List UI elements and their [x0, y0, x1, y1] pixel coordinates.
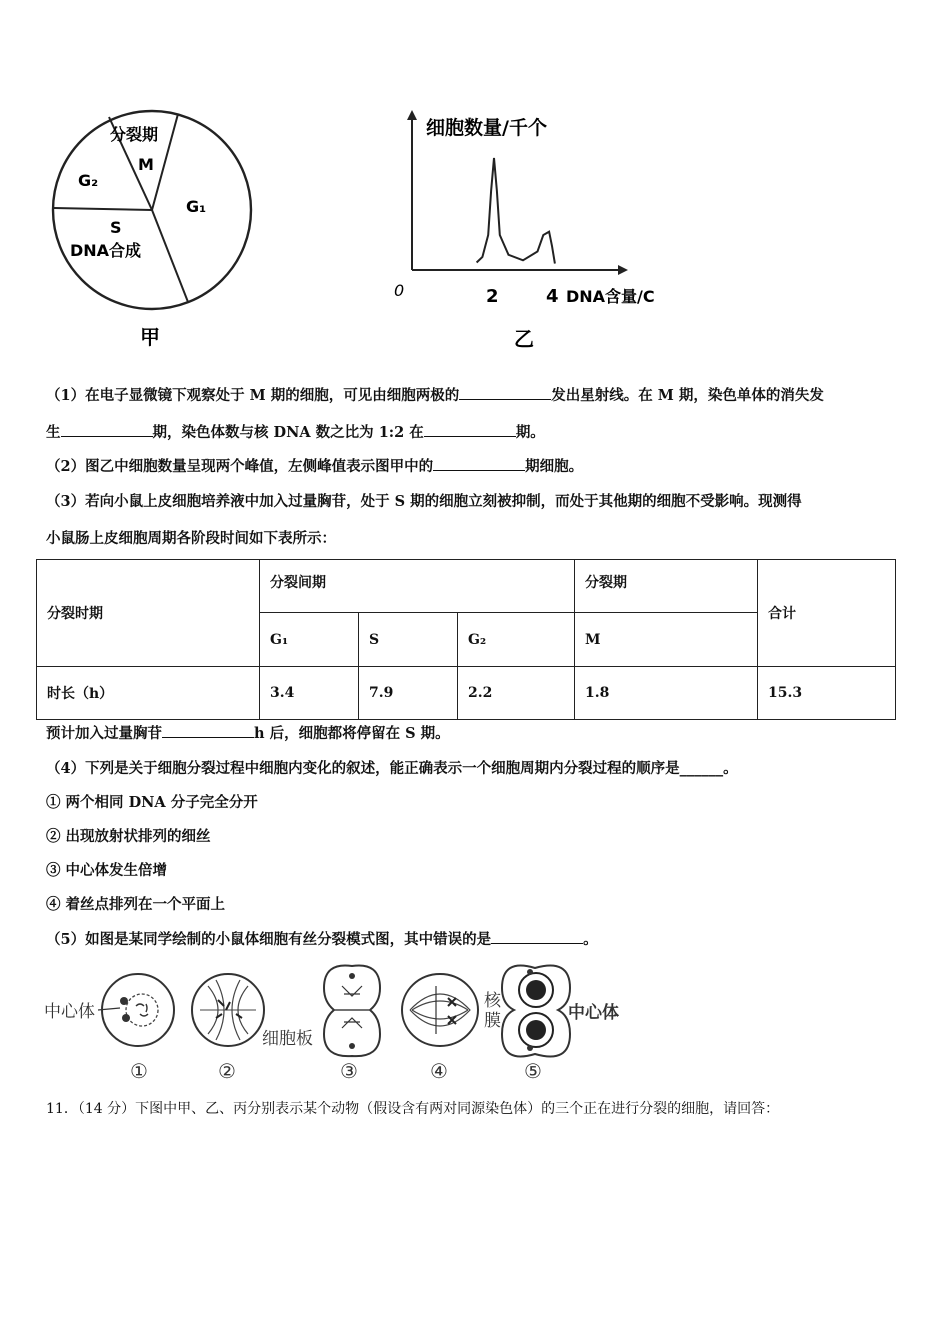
sector-line — [54, 208, 152, 210]
cell-5 — [502, 966, 570, 1057]
tick-label-2: 2 — [486, 286, 499, 307]
label-centrosome-left: 中心体 — [44, 1002, 95, 1022]
q1-text-c: 生 — [46, 424, 61, 441]
q1-text-a: （1）在电子显微镜下观察处于 M 期的细胞，可见由细胞两极的 — [46, 387, 460, 404]
sector-label-g1: G₁ — [186, 197, 207, 216]
table-phase-s: S — [359, 613, 458, 667]
q1-text-e: 期。 — [515, 424, 545, 441]
q4-option-1: ① 两个相同 DNA 分子完全分开 — [46, 794, 258, 811]
q5-blank[interactable] — [491, 929, 583, 944]
sector-label-m: M — [138, 155, 154, 174]
table-division-header: 分裂期 — [575, 560, 758, 613]
question-2 — [46, 456, 910, 478]
table-row-header: 分裂时期 — [37, 560, 260, 667]
q3-after-text-a: 预计加入过量胸苷 — [46, 725, 162, 742]
q3-text-1: （3）若向小鼠上皮细胞培养液中加入过量胸苷，处于 S 期的细胞立刻被抑制，而处于其他期的细胞不受影响。现测得 — [46, 493, 802, 510]
q4-option-3: ③ 中心体发生倍增 — [46, 862, 168, 879]
sector-label-s: S — [110, 218, 122, 237]
q2-text-a: （2）图乙中细胞数量呈现两个峰值，左侧峰值表示图甲中的 — [46, 458, 434, 475]
question-3-continuation — [46, 723, 910, 745]
figure-mitosis-cells — [40, 958, 640, 1086]
cell-number-3: ③ — [340, 1059, 358, 1083]
table-phase-m: M — [575, 613, 758, 667]
question-4 — [46, 758, 910, 780]
table-duration-label: 时长（h） — [37, 667, 260, 720]
sector-label-division: 分裂期 — [110, 125, 159, 144]
label-nuclear-membrane-char-2: 膜 — [484, 1011, 501, 1031]
q4-stem: （4）下列是关于细胞分裂过程中细胞内变化的叙述，能正确表示一个细胞周期内分裂过程的顺序是______。 — [46, 760, 738, 777]
origin-label: 0 — [394, 281, 405, 300]
cell-number-1: ① — [130, 1059, 148, 1083]
sector-label-g2: G₂ — [78, 171, 99, 190]
question-11: 11．（14 分）下图中甲、乙、丙分别表示某个动物（假设含有两对同源染色体）的三个正在进行分裂的细胞，请回答： — [46, 1101, 780, 1117]
figure-caption-jia: 甲 — [140, 325, 160, 349]
table-total-header: 合计 — [758, 560, 896, 667]
table-value-g1: 3.4 — [260, 667, 359, 720]
table-value-m: 1.8 — [575, 667, 758, 720]
figure-caption-yi: 乙 — [514, 327, 534, 351]
x-axis-arrow — [618, 265, 628, 275]
table-phase-g2: G₂ — [458, 613, 575, 667]
question-3-line-2 — [46, 528, 910, 550]
question-1-line-2 — [46, 422, 910, 444]
tick-label-4: 4 — [546, 286, 559, 307]
q3-text-2: 小鼠肠上皮细胞周期各阶段时间如下表所示： — [46, 530, 336, 547]
table-value-s: 7.9 — [359, 667, 458, 720]
cell-4 — [402, 974, 478, 1046]
label-centrosome-right: 中心体 — [568, 1003, 619, 1023]
q4-option-2: ② 出现放射状排列的细丝 — [46, 828, 211, 845]
question-3-line-1 — [46, 491, 910, 513]
label-cell-plate: 细胞板 — [262, 1029, 313, 1049]
cell-cycle-table — [36, 559, 896, 720]
table-value-g2: 2.2 — [458, 667, 575, 720]
label-nuclear-membrane-char-1: 核 — [484, 991, 501, 1011]
y-axis-label: 细胞数量/千个 — [426, 117, 547, 139]
cell-number-5: ⑤ — [524, 1059, 542, 1083]
y-axis-arrow — [407, 110, 417, 120]
q2-blank[interactable] — [433, 456, 525, 471]
cell-number-2: ② — [218, 1059, 236, 1083]
cell-number-4: ④ — [430, 1059, 448, 1083]
x-axis-label: DNA含量/C — [566, 287, 655, 306]
q1-text-d: 期，染色体数与核 DNA 数之比为 1:2 在 — [152, 424, 424, 441]
q4-option-4: ④ 着丝点排列在一个平面上 — [46, 896, 226, 913]
q3-after-text-b: h 后，细胞都将停留在 S 期。 — [254, 725, 450, 742]
question-1-line-1 — [46, 385, 910, 407]
table-interphase-header: 分裂间期 — [260, 560, 575, 613]
q5-text-b: 。 — [583, 931, 598, 948]
q2-text-b: 期细胞。 — [525, 458, 584, 475]
figure-jia — [40, 108, 270, 358]
q5-text-a: （5）如图是某同学绘制的小鼠体细胞有丝分裂模式图，其中错误的是 — [46, 931, 492, 948]
figure-yi — [390, 108, 710, 358]
q1-blank-1[interactable] — [459, 385, 551, 400]
cell-3 — [324, 965, 380, 1056]
q1-blank-2[interactable] — [61, 422, 153, 437]
q1-blank-3[interactable] — [424, 422, 516, 437]
q3-blank[interactable] — [162, 723, 254, 738]
cell-1 — [102, 974, 174, 1046]
sector-label-dna-synthesis: DNA合成 — [70, 241, 142, 260]
sector-line — [152, 210, 188, 302]
table-value-total: 15.3 — [758, 667, 896, 720]
table-phase-g1: G₁ — [260, 613, 359, 667]
dna-distribution-curve — [477, 158, 555, 264]
q1-text-b: 发出星射线。在 M 期，染色单体的消失发 — [551, 387, 824, 404]
question-5 — [46, 929, 910, 951]
cell-2 — [192, 974, 264, 1046]
